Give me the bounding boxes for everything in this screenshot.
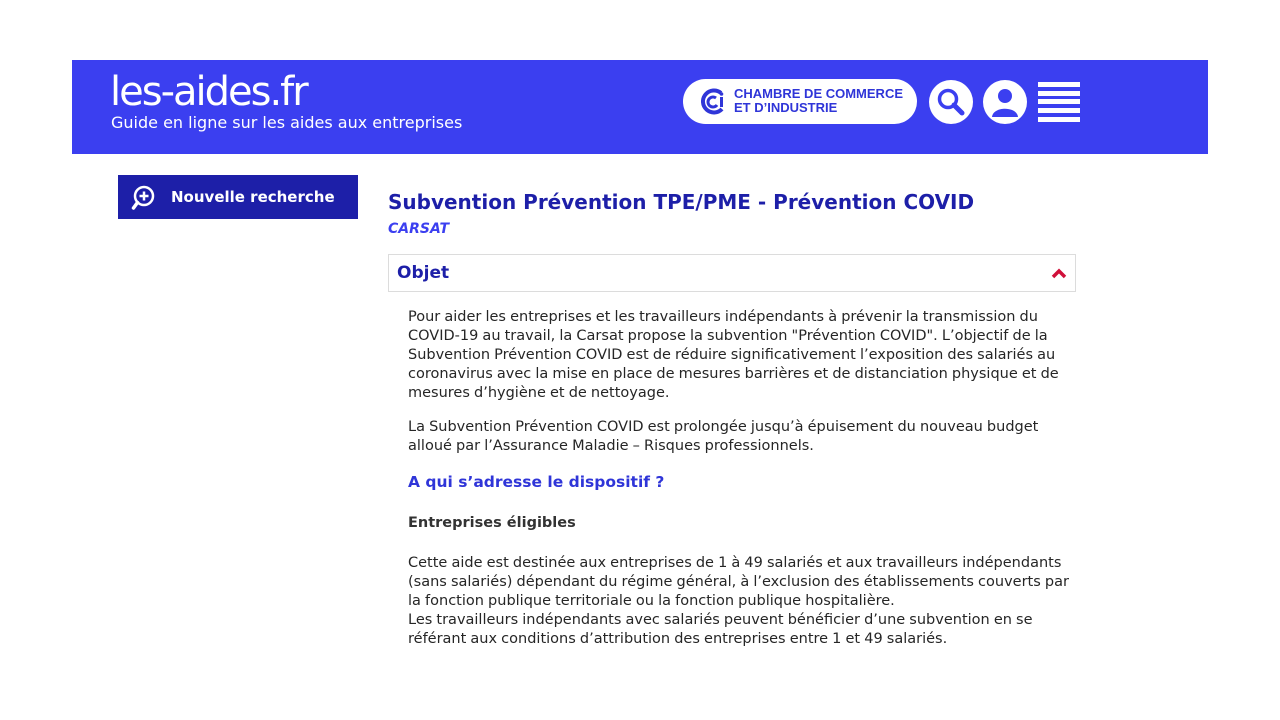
- paragraph-objective: Pour aider les entreprises et les travailleurs indépendants à prévenir la transmission du COVID-19 au travail, la Carsat propose la subvention "Prévention COVID". L’objectif de la Subvention Prévention COVID est de réduire significativement l’exposition des salariés au coronavirus avec la mise en place de mesures barrières et de distanciation physique et de mesures d’hygiène et de nettoyage.: [408, 309, 1059, 401]
- accordion-label: Objet: [397, 263, 450, 283]
- cci-line-1: CHAMBRE DE COMMERCE: [734, 86, 903, 101]
- account-button[interactable]: [983, 80, 1027, 124]
- menu-icon: [1038, 82, 1080, 87]
- site-tagline: Guide en ligne sur les aides aux entreprises: [111, 113, 463, 132]
- cci-logo-icon: [701, 88, 728, 115]
- search-plus-icon: [131, 184, 159, 212]
- paragraph-eligibility: Cette aide est destinée aux entreprises de 1 à 49 salariés et aux travailleurs indépendants (sans salariés) dépendant du régime général, à l’exclusion des établissements couverts par la fonction publique territoriale ou la fonction publique hospitalière.: [408, 555, 1069, 609]
- paragraph-independents: Les travailleurs indépendants avec salariés peuvent bénéficier d’une subvention en se référant aux conditions d’attribution des entreprises entre 1 et 49 salariés.: [408, 612, 1033, 647]
- site-logo[interactable]: les-aides.fr: [110, 69, 307, 115]
- cci-partner-text: [734, 87, 903, 115]
- cci-partner-badge[interactable]: [683, 79, 917, 124]
- search-icon: [929, 80, 973, 124]
- section-heading-eligible: Entreprises éligibles: [408, 515, 576, 531]
- section-heading-audience: A qui s’adresse le dispositif ?: [408, 473, 665, 491]
- paragraph-extension: La Subvention Prévention COVID est prolongée jusqu’à épuisement du nouveau budget alloué par l’Assurance Maladie – Risques professionnels.: [408, 419, 1039, 454]
- menu-icon-bar: [1038, 108, 1080, 113]
- user-icon: [983, 80, 1027, 124]
- menu-icon-bar: [1038, 99, 1080, 104]
- accordion-objet[interactable]: [388, 254, 1076, 292]
- cci-line-2: ET D’INDUSTRIE: [734, 100, 838, 115]
- organization-name: CARSAT: [388, 221, 450, 237]
- menu-icon-bar: [1038, 91, 1080, 96]
- menu-button[interactable]: [1038, 82, 1080, 122]
- menu-icon-bar: [1038, 117, 1080, 122]
- new-search-button[interactable]: [118, 175, 358, 219]
- new-search-label: Nouvelle recherche: [171, 188, 335, 206]
- search-button[interactable]: [929, 80, 973, 124]
- page-title: Subvention Prévention TPE/PME - Prévention COVID: [388, 190, 975, 214]
- chevron-up-icon: [1051, 267, 1067, 279]
- site-header: [72, 60, 1208, 154]
